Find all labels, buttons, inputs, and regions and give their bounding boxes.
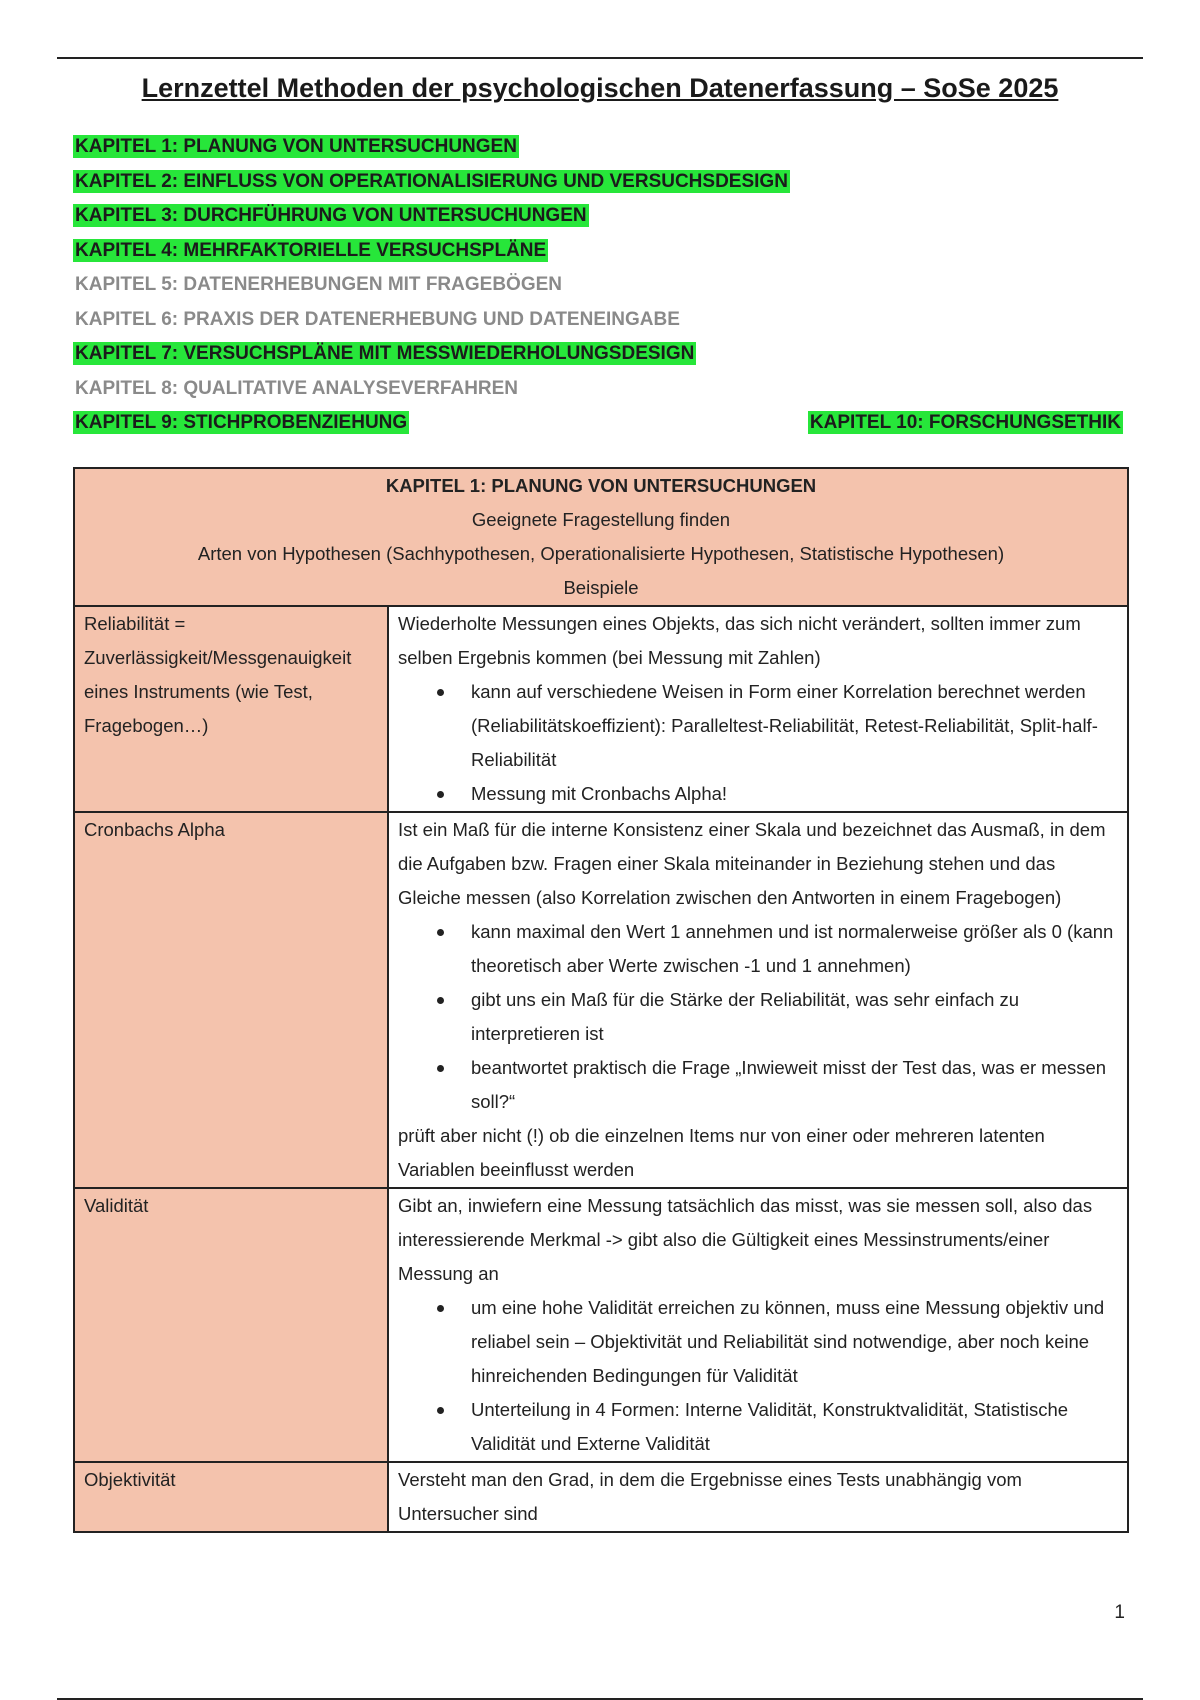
table-row (74, 606, 1128, 812)
chapter-1-table (73, 467, 1129, 1533)
chapter-10 (808, 412, 1123, 447)
chapter-3 (73, 205, 1123, 240)
desc-intro: Versteht man den Grad, in dem die Ergebnisse eines Tests unabhängig vom Untersucher sind (398, 1469, 1022, 1524)
page-number: 1 (1114, 1602, 1125, 1623)
table-header-row (74, 468, 1128, 606)
bullet-item: kann maximal den Wert 1 annehmen und ist normalerweise größer als 0 (kann theoretisch aber Werte zwischen -1 und 1 annehmen) (471, 915, 1118, 983)
desc-cronbachs-alpha (388, 812, 1128, 1188)
desc-reliabilitaet (388, 606, 1128, 812)
table-header-line-2: Arten von Hypothesen (Sachhypothesen, Operationalisierte Hypothesen, Statistische Hypothesen) (197, 543, 1005, 564)
table-header-line-1: Geeignete Fragestellung finden (471, 509, 731, 530)
desc-intro: Gibt an, inwiefern eine Messung tatsächlich das misst, was sie messen soll, also das interessierende Merkmal -> gibt also die Gültigkeit eines Messinstruments/einer Messung an (398, 1195, 1093, 1284)
chapter-5 (73, 274, 1123, 309)
chapter-2-label: KAPITEL 2: EINFLUSS VON OPERATIONALISIERUNG UND VERSUCHSDESIGN (75, 170, 788, 192)
chapter-9 (73, 412, 409, 447)
chapter-7 (73, 343, 1123, 378)
table-header-title: KAPITEL 1: PLANUNG VON UNTERSUCHUNGEN (385, 475, 817, 496)
chapter-8 (73, 378, 1123, 413)
desc-intro: Wiederholte Messungen eines Objekts, das sich nicht verändert, sollten immer zum selben Ergebnis kommen (bei Messung mit Zahlen) (398, 613, 1081, 668)
top-rule (57, 57, 1143, 59)
chapter-7-label: KAPITEL 7: VERSUCHSPLÄNE MIT MESSWIEDERHOLUNGSDESIGN (75, 343, 695, 364)
desc-outro: prüft aber nicht (!) ob die einzelnen Items nur von einer oder mehreren latenten Variablen beeinflusst werden (398, 1125, 1045, 1180)
term-reliabilitaet: Reliabilität = Zuverlässigkeit/Messgenauigkeit eines Instruments (wie Test, Fragebogen…) (74, 606, 388, 812)
bullet-item: beantwortet praktisch die Frage „Inwieweit misst der Test das, was er messen soll?“ (471, 1051, 1118, 1119)
bullet-item: kann auf verschiedene Weisen in Form einer Korrelation berechnet werden (Reliabilitätskoeffizient): Paralleltest-Reliabilität, Retest-Reliabilität, Split-half-Reliabilität (471, 675, 1118, 777)
chapter-8-label: KAPITEL 8: QUALITATIVE ANALYSEVERFAHREN (75, 377, 519, 399)
bullet-item: um eine hohe Validität erreichen zu können, muss eine Messung objektiv und reliabel sein – Objektivität und Reliabilität sind notwendige, aber noch keine hinreichenden Bedingungen für Validität (471, 1291, 1118, 1393)
desc-intro: Ist ein Maß für die interne Konsistenz einer Skala und bezeichnet das Ausmaß, in dem die Aufgaben bzw. Fragen einer Skala miteinander in Beziehung stehen und das Gleiche messen (also Korrelation zwischen den Antworten in einem Fragebogen) (398, 819, 1106, 908)
bullet-item: Messung mit Cronbachs Alpha! (471, 777, 1118, 811)
chapter-10-label: KAPITEL 10: FORSCHUNGSETHIK (809, 412, 1121, 433)
table-header (74, 468, 1128, 606)
chapter-3-label: KAPITEL 3: DURCHFÜHRUNG VON UNTERSUCHUNGEN (75, 205, 587, 226)
chapter-4 (73, 240, 1123, 275)
chapter-1 (73, 136, 1123, 171)
bullet-list (398, 675, 1118, 811)
desc-objektivitaet (388, 1462, 1128, 1532)
desc-validitaet (388, 1188, 1128, 1462)
term-validitaet: Validität (74, 1188, 388, 1462)
table-header-line-3: Beispiele (563, 577, 639, 598)
table-row (74, 1462, 1128, 1532)
chapter-1-label: KAPITEL 1: PLANUNG VON UNTERSUCHUNGEN (75, 136, 517, 157)
chapter-6 (73, 309, 1123, 344)
chapter-row-9-10 (73, 412, 1123, 447)
chapter-4-label: KAPITEL 4: MEHRFAKTORIELLE VERSUCHSPLÄNE (75, 239, 547, 261)
bullet-list (398, 915, 1118, 1119)
bullet-item: gibt uns ein Maß für die Stärke der Reliabilität, was sehr einfach zu interpretieren ist (471, 983, 1118, 1051)
chapter-5-label: KAPITEL 5: DATENERHEBUNGEN MIT FRAGEBÖGEN (75, 274, 562, 295)
table-row (74, 812, 1128, 1188)
chapter-6-label: KAPITEL 6: PRAXIS DER DATENERHEBUNG UND DATENEINGABE (75, 308, 680, 330)
term-cronbachs-alpha: Cronbachs Alpha (74, 812, 388, 1188)
bullet-item: Unterteilung in 4 Formen: Interne Validität, Konstruktvalidität, Statistische Validität und Externe Validität (471, 1393, 1118, 1461)
term-objektivitaet: Objektivität (74, 1462, 388, 1532)
table-row (74, 1188, 1128, 1462)
chapter-list (73, 136, 1123, 447)
chapter-9-label: KAPITEL 9: STICHPROBENZIEHUNG (75, 412, 408, 433)
chapter-2 (73, 171, 1123, 206)
bullet-list (398, 1291, 1118, 1461)
page-title: Lernzettel Methoden der psychologischen Datenerfassung – SoSe 2025 (141, 73, 1059, 103)
